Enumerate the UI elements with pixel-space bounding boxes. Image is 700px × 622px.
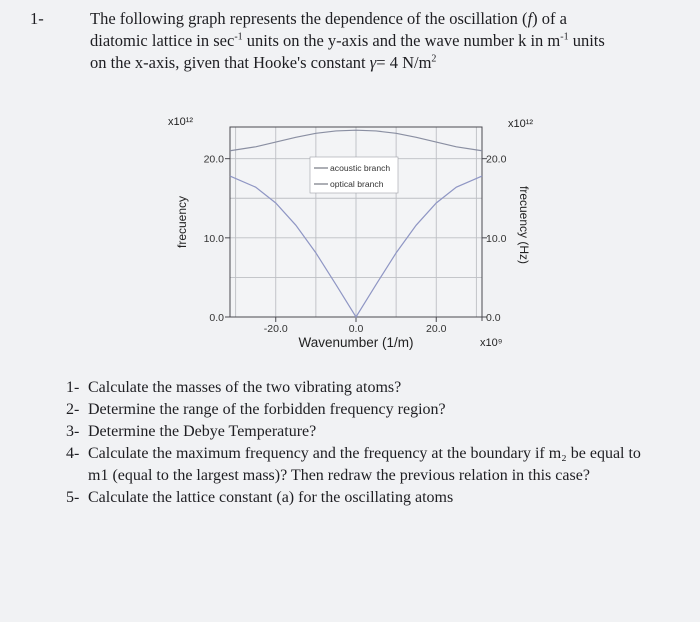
y-axis-title-right: frecuency (Hz)	[517, 185, 531, 265]
y-tick-label-right: 20.0	[486, 153, 507, 166]
legend-label: acoustic branch	[330, 163, 391, 173]
x-tick-label: 0.0	[348, 323, 364, 335]
task-list	[66, 377, 646, 509]
question-line-3: on the x-axis, given that Hooke's constant γ= 4 $N/m^2$	[90, 53, 437, 72]
task-number: 1-	[66, 379, 80, 396]
question-line-1: The following graph represents the dependence of the oscillation (f) of a	[90, 9, 567, 28]
x-tick-label: -20.0	[263, 323, 288, 335]
y-tick-label-left: 20.0	[203, 153, 224, 166]
question-number: 1-	[30, 9, 44, 28]
dispersion-chart	[150, 105, 570, 355]
chart-svg	[150, 105, 570, 355]
task-text: Calculate the lattice constant (a) for the oscillating atoms	[88, 489, 454, 506]
task-text: Calculate the maximum frequency and the frequency at the boundary if m₂ be equal to m1 (equal to the largest mass)? Then redraw the previous relation in this case?	[88, 445, 641, 484]
task-item	[66, 399, 646, 421]
x-multiplier: x10⁹	[480, 337, 503, 349]
task-item	[66, 421, 646, 443]
y-multiplier-left: x10¹²	[168, 116, 194, 128]
task-item	[66, 487, 646, 509]
question-header	[30, 8, 630, 74]
question-text	[90, 8, 630, 74]
task-text: Determine the range of the forbidden frequency region?	[88, 401, 446, 418]
y-tick-label-left: 0.0	[209, 312, 224, 324]
task-number: 2-	[66, 401, 80, 418]
question-line-2: diatomic lattice in $\sec^{-1}$ units on the y-axis and the wave number k in $m^{-1}$ units	[90, 31, 605, 50]
y-axis-title-left: frecuency	[175, 195, 189, 249]
x-axis-title: Wavenumber (1/m)	[298, 335, 414, 350]
task-number: 3-	[66, 423, 80, 440]
task-item	[66, 443, 646, 487]
y-multiplier-right: x10¹²	[508, 118, 534, 130]
task-item	[66, 377, 646, 399]
y-tick-label-left: 10.0	[203, 232, 224, 245]
y-tick-label-right: 10.0	[486, 232, 507, 245]
task-number: 5-	[66, 489, 80, 506]
x-tick-label: 20.0	[426, 323, 447, 335]
task-text: Determine the Debye Temperature?	[88, 423, 317, 440]
y-tick-label-right: 0.0	[486, 312, 501, 324]
task-number: 4-	[66, 445, 80, 462]
task-text: Calculate the masses of the two vibrating atoms?	[88, 379, 402, 396]
legend-label: optical branch	[330, 179, 384, 189]
